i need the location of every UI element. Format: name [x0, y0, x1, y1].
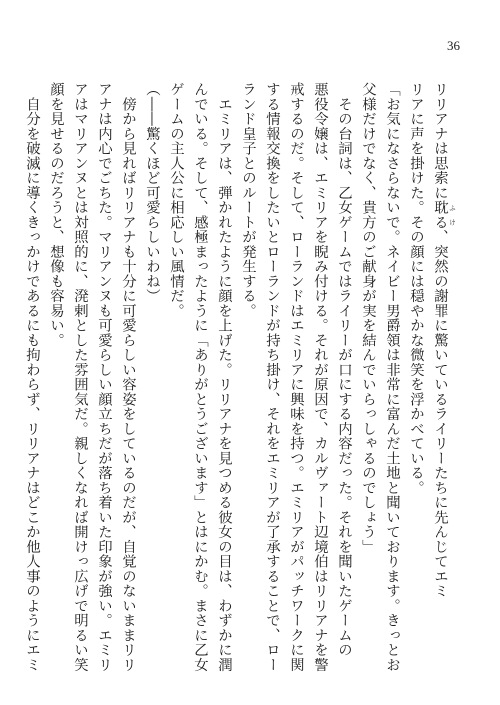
- text-line: 自分を破滅に導くきっかけであるにも拘わらず、リリアナはどこか他人事のようにエミ: [24, 82, 40, 672]
- text-line: アナは内心でごちた。マリアンヌも可愛らしい顔立ちだが落ち着いた印象が強い。エミリ: [96, 82, 112, 672]
- body-text: [26, 82, 456, 682]
- text-line: 父様だけでなく、貴方のご献身が実を結んでいらっしゃるのでしょう」: [360, 82, 376, 554]
- ruby-word: [432, 200, 456, 230]
- text-line: リアに声を掛けた。その顔には穏やかな微笑を浮かべている。: [408, 82, 424, 495]
- text-line: 戒するのだ。そして、ローランドはエミリアに興味を持つ。エミリアがパッチワークに関: [288, 82, 304, 672]
- text-segment: リリアナは思索に: [432, 82, 448, 200]
- text-line: 顔を見せるのだろうと、想像も容易い。: [48, 82, 64, 348]
- text-line: ゲームの主人公に相応しい風情だ。: [168, 82, 184, 318]
- text-line: [428, 82, 456, 682]
- text-line: 「お気になさらないで。ネイビー男爵領は非常に富んだ土地と聞いております。きっとお: [384, 82, 400, 672]
- text-line: んでいる。そして、感極まったように「ありがとうございます」とはにかむ。まさに乙女: [192, 82, 208, 672]
- text-line: 悪役令嬢は、エミリアを睨み付ける。それが原因で、カルヴァート辺境伯はリリアナを警: [312, 82, 328, 672]
- text-line: ランド皇子とのルートが発生する。: [240, 82, 256, 318]
- text-line: 傍から見ればリリアナも十分に可愛らしい容姿をしているのだが、自覚のないままリリ: [120, 82, 136, 672]
- text-line: エミリアは、弾かれたように顔を上げた。リリアナを見つめる彼女の目は、わずかに潤: [216, 82, 232, 672]
- ruby-base: 耽る: [432, 200, 448, 230]
- text-line: する情報交換をしたいとローランドが持ち掛け、それをエミリアが了承することで、ロー: [264, 82, 280, 672]
- text-segment: 、突然の謝罪に驚いているライリーたちに先んじてエミ: [432, 229, 448, 599]
- text-line: （――驚くほど可愛らしいわね）: [144, 82, 160, 304]
- text-line: アはマリアンヌとは対照的に、溌剌とした雰囲気だ。親しくなれば開けっ広げで明るい笑: [72, 82, 88, 672]
- text-line: その台詞は、乙女ゲームではライリーが口にする内容だった。それを聞いたゲームの: [336, 82, 352, 658]
- ruby-reading: ふけ: [448, 200, 456, 230]
- page-number: 36: [447, 38, 460, 53]
